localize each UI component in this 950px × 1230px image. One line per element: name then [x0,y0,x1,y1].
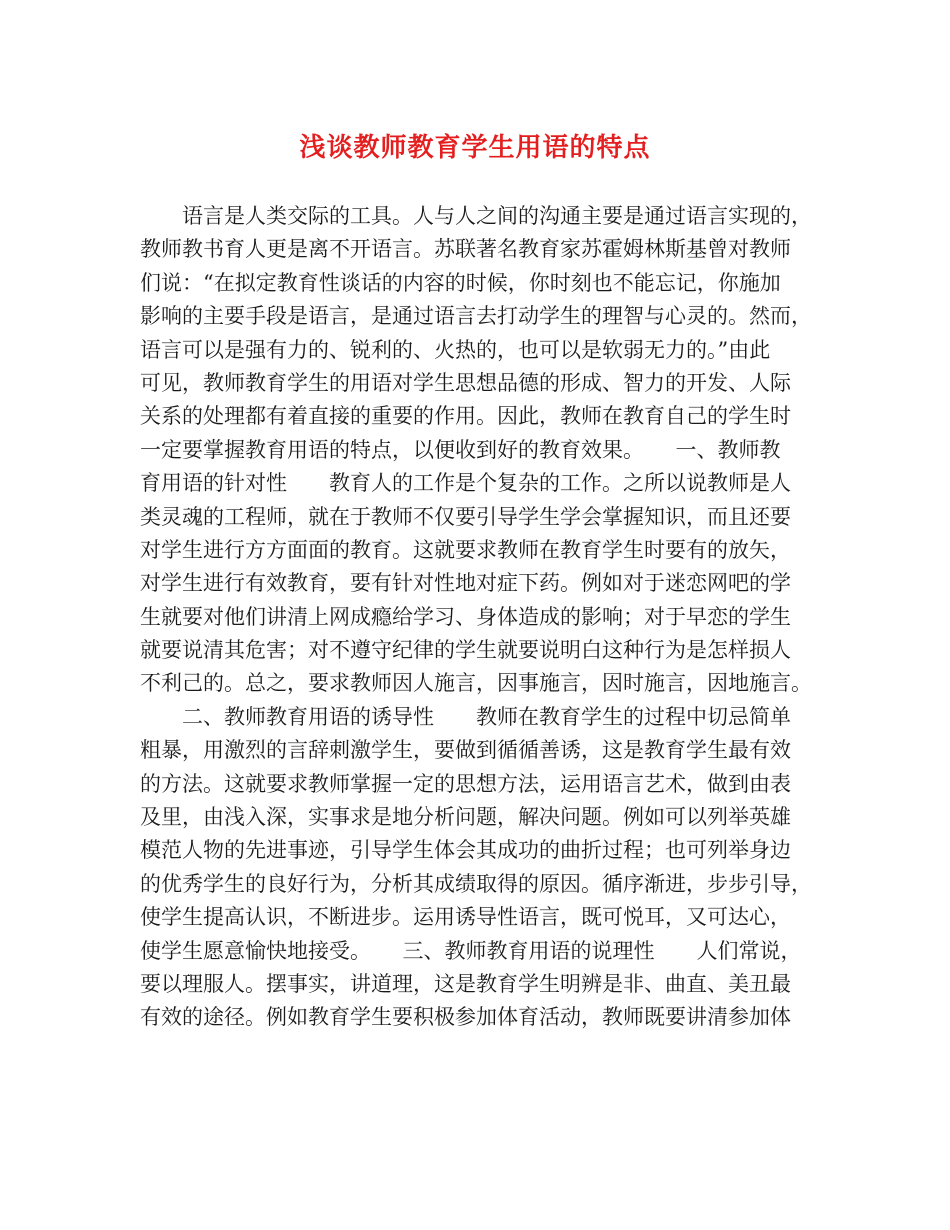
paragraph-line: 可见，教师教育学生的用语对学生思想品德的形成、智力的开发、人际 [140,370,791,395]
paragraph-line: 的方法。这就要求教师掌握一定的思想方法，运用语言艺术，做到由表 [140,771,791,796]
paragraph-line: 对学生进行方方面面的教育。这就要求教师在教育学生时要有的放矢， [140,537,791,562]
document-title: 浅谈教师教育学生用语的特点 [299,133,651,163]
paragraph-line: 及里，由浅入深，实事求是地分析问题，解决问题。例如可以列举英雄 [140,805,791,830]
paragraph-line: 类灵魂的工程师，就在于教师不仅要引导学生学会掌握知识，而且还要 [140,504,791,529]
paragraph-line: 粗暴，用激烈的言辞刺激学生，要做到循循善诱，这是教育学生最有效 [140,738,791,763]
paragraph-line: 使学生提高认识，不断进步。运用诱导性语言，既可悦耳，又可达心， [140,905,791,930]
paragraph-line: 育用语的针对性 教育人的工作是个复杂的工作。之所以说教师是人 [140,471,791,496]
paragraph-line: 模范人物的先进事迹，引导学生体会其成功的曲折过程；也可列举身边 [140,838,791,863]
paragraph-line: 一定要掌握教育用语的特点，以便收到好的教育效果。 一、教师教 [140,437,781,462]
paragraph-line: 有效的途径。例如教育学生要积极参加体育活动，教师既要讲清参加体 [140,1005,791,1030]
paragraph-line: 对学生进行有效教育，要有针对性地对症下药。例如对于迷恋网吧的学 [140,571,791,596]
paragraph-line: 使学生愿意愉快地接受。 三、教师教育用语的说理性 人们常说， [140,938,802,963]
paragraph-line: 二、教师教育用语的诱导性 教师在教育学生的过程中切忌简单 [140,704,791,729]
paragraph-line: 不利己的。总之，要求教师因人施言，因事施言，因时施言，因地施言。 [140,671,812,696]
paragraph-line: 影响的主要手段是语言，是通过语言去打动学生的理智与心灵的。然而， [140,304,812,329]
paragraph-line: 关系的处理都有着直接的重要的作用。因此，教师在教育自己的学生时 [140,404,791,429]
paragraph-line: 的优秀学生的良好行为，分析其成绩取得的原因。循序渐进，步步引导， [140,871,812,896]
paragraph-line: 语言是人类交际的工具。人与人之间的沟通主要是通过语言实现的， [140,204,812,228]
paragraph-line: 语言可以是强有力的、锐利的、火热的，也可以是软弱无力的。”由此 [140,337,771,362]
paragraph-line: 就要说清其危害；对不遵守纪律的学生就要说明白这种行为是怎样损人 [140,638,791,663]
paragraph-line: 教师教书育人更是离不开语言。苏联著名教育家苏霍姆林斯基曾对教师 [140,237,791,262]
paragraph-line: 生就要对他们讲清上网成瘾给学习、身体造成的影响；对于早恋的学生 [140,604,791,629]
paragraph-line: 要以理服人。摆事实，讲道理，这是教育学生明辨是非、曲直、美丑最 [140,971,791,996]
document-body [140,200,840,1035]
paragraph-line: 们说：“在拟定教育性谈话的内容的时候，你时刻也不能忘记，你施加 [140,270,781,295]
